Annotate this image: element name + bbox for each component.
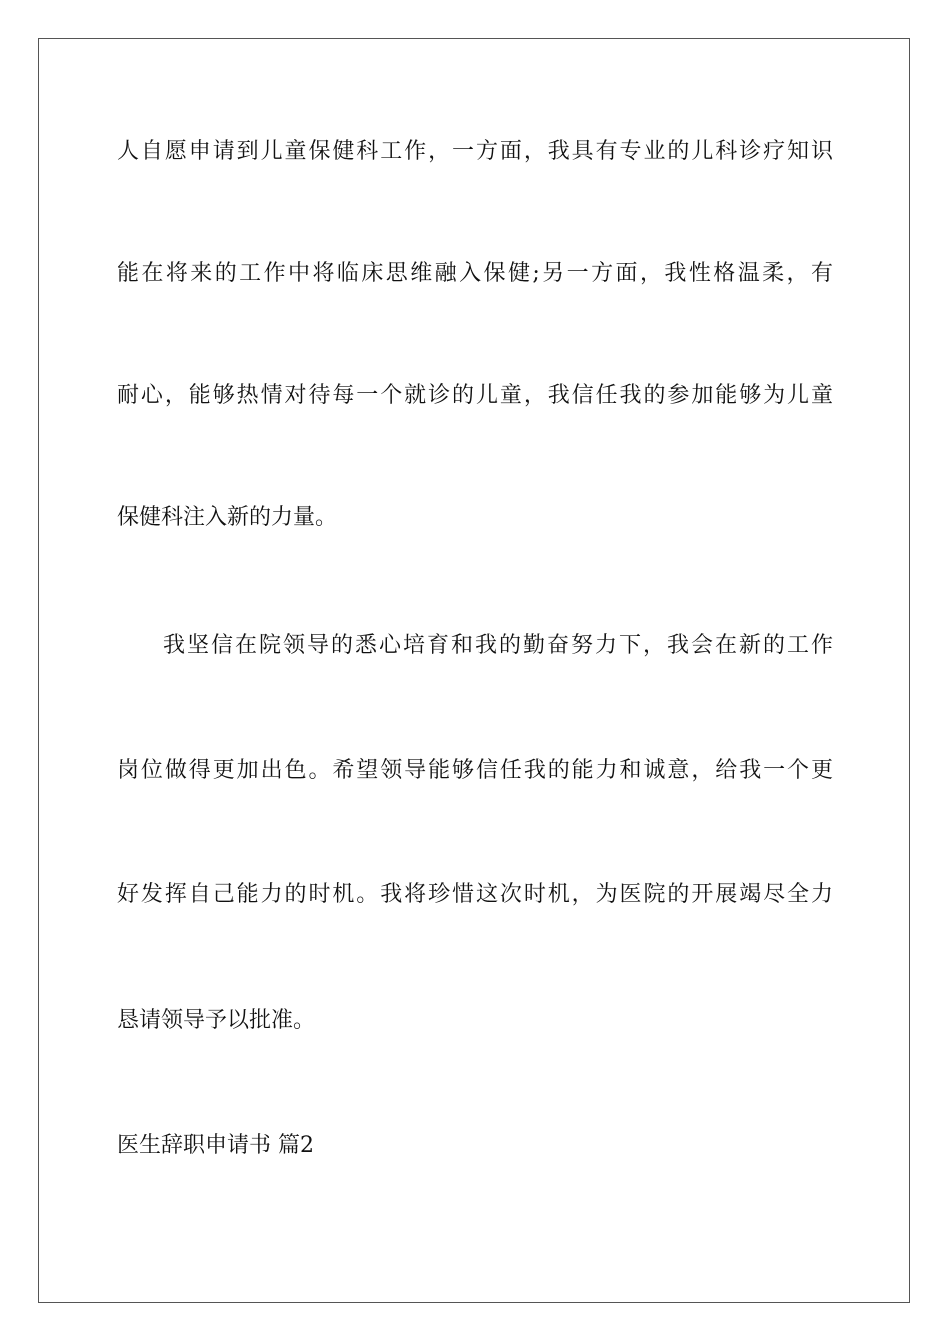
page-border xyxy=(38,38,910,1303)
paragraph-line-7: 好发挥自己能力的时机。我将珍惜这次时机，为医院的开展竭尽全力 xyxy=(117,882,833,907)
paragraph-line-4: 保健科注入新的力量。 xyxy=(117,505,338,530)
paragraph-line-1: 人自愿申请到儿童保健科工作，一方面，我具有专业的儿科诊疗知识 xyxy=(117,139,833,164)
paragraph-line-6: 岗位做得更加出色。希望领导能够信任我的能力和诚意，给我一个更 xyxy=(117,758,833,783)
paragraph-line-8: 恳请领导予以批准。 xyxy=(117,1008,316,1033)
section-title: 医生辞职申请书 篇2 xyxy=(117,1133,314,1158)
paragraph-line-5: 我坚信在院领导的悉心培育和我的勤奋努力下，我会在新的工作 xyxy=(163,633,833,658)
paragraph-line-2: 能在将来的工作中将临床思维融入保健;另一方面，我性格温柔，有 xyxy=(117,261,833,286)
paragraph-line-3: 耐心，能够热情对待每一个就诊的儿童，我信任我的参加能够为儿童 xyxy=(117,383,833,408)
